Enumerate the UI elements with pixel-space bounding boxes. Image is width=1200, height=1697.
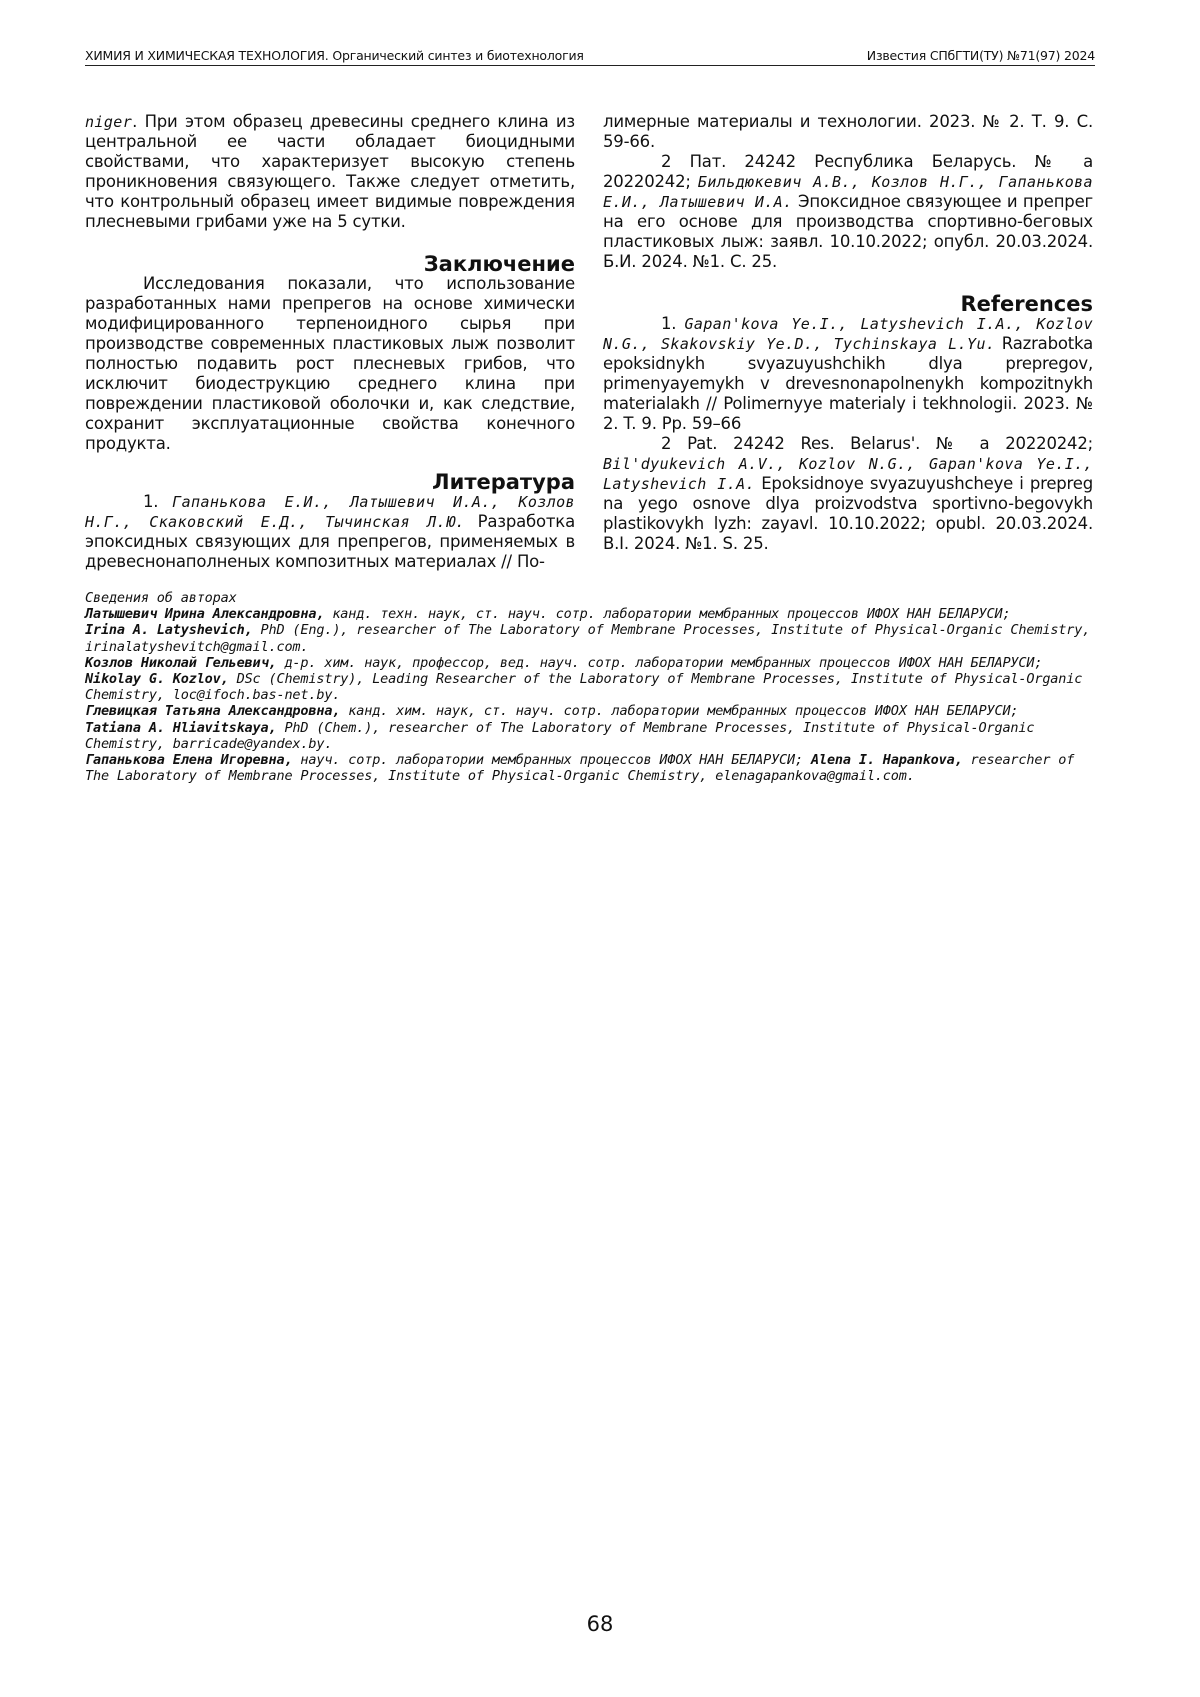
ref-authors: Gapan'kova Ye.I., Latyshevich I.A., Kozlov N.G., Skakovskiy Ye.D., Tychinskaya L.Yu. [603, 315, 1094, 353]
species-italic: niger [85, 113, 133, 131]
literature-heading: Литература [432, 470, 575, 494]
author-details-en: researcher of The Laboratory of Membrane Processes, Institute of Physical-Organic Chemistry, elenagapankova@gmail.com. [85, 752, 1075, 785]
author-1-en [85, 622, 1095, 654]
right-column [603, 112, 1093, 554]
header-journal-issue: Известия СПбГТИ(ТУ) №71(97) 2024 [866, 48, 1095, 63]
ref-text: Epoksidnoye svyazuyushcheye i prepreg na yego osnove dlya proizvodstva sportivno-begovykh plastikovykh lyzh: zayavl. 10.10.2022; opubl. 20.03.2024. B.I. 2024. №1. S. 25. [603, 474, 1093, 553]
ref-prefix: 2 Pat. 24242 Res. Belarus'. № a 20220242; [661, 434, 1093, 453]
author-details: PhD (Chem.), researcher of The Laboratory of Membrane Processes, Institute of Physical-Organic Chemistry, barricade@yandex.by. [85, 719, 1035, 752]
conclusion-heading: Заключение [423, 252, 575, 276]
ref-text: Разработка эпоксидных связующих для препрегов, применяемых в древеснонаполненых композитных материалах // По- [85, 512, 575, 571]
author-1-ru [85, 606, 1095, 622]
english-ref-1 [603, 314, 1093, 434]
ref-number: 1. [661, 314, 685, 333]
author-details: канд. техн. наук, ст. науч. сотр. лаборатории мембранных процессов ИФОХ НАН БЕЛАРУСИ; [324, 606, 1011, 623]
authors-title: Сведения об авторах [85, 590, 237, 606]
author-2-en [85, 671, 1095, 703]
ref-number: 1. [143, 492, 159, 511]
author-3-en [85, 720, 1095, 752]
ref-text: Razrabotka epoksidnykh svyazuyushchikh dlya prepregov, primenyayemykh v drevesnonapolnenykh kompozitnykh materialakh // Polimernyye materialy i tekhnologii. 2023. № 2. T. 9. Pp. 59–66 [603, 334, 1093, 433]
english-ref-2 [603, 434, 1093, 554]
author-name: Irina A. Latyshevich, [85, 622, 253, 639]
authors-info [85, 590, 1095, 784]
author-name: Глевицкая Татьяна Александровна, [85, 703, 341, 720]
author-details: PhD (Eng.), researcher of The Laboratory of Membrane Processes, Institute of Physical-Organic Chemistry, irinalatyshevitch@gmail.com. [85, 622, 1091, 655]
author-3-ru [85, 703, 1095, 719]
author-name: Nikolay G. Kozlov, [85, 671, 229, 688]
author-name: Tatiana A. Hliavitskaya, [85, 719, 277, 736]
author-2-ru [85, 655, 1095, 671]
author-name: Козлов Николай Гельевич, [85, 654, 277, 671]
ref-text: Эпоксидное связующее и препрег на его основе для производства спортивно-беговых пластиковых лыж: заявл. 10.10.2022; опубл. 20.03.2024. Б.И. 2024. №1. С. 25. [603, 192, 1093, 271]
intro-paragraph [85, 112, 575, 232]
running-header [85, 48, 1095, 66]
author-details: д-р. хим. наук, профессор, вед. науч. сотр. лаборатории мембранных процессов ИФОХ НАН БЕЛАРУСИ; [276, 654, 1043, 671]
references-heading: References [960, 292, 1093, 316]
literature-ref-2 [603, 152, 1093, 272]
conclusion-paragraph: Исследования показали, что использование разработанных нами препрегов на основе химически модифицированного терпеноидного сырья при производстве современных пластиковых лыж позволит полностью подавить рост плесневых грибов, что исключит биодеструкцию среднего клина при повреждении пластиковой оболочки и, как следствие, сохранит эксплуатационные свойства конечного продукта. [85, 274, 575, 453]
author-name: Гапанькова Елена Игоревна, [85, 752, 293, 769]
literature-ref-1 [85, 492, 575, 572]
author-name: Латышевич Ирина Александровна, [85, 606, 325, 623]
ref-authors: Гапанькова Е.И., Латышевич И.А., Козлов Н.Г., Скаковский Е.Д., Тычинская Л.Ю. [85, 493, 575, 531]
page-number: 68 [586, 1612, 614, 1636]
author-details: науч. сотр. лаборатории мембранных процессов ИФОХ НАН БЕЛАРУСИ; [292, 752, 811, 769]
header-journal-section: ХИМИЯ И ХИМИЧЕСКАЯ ТЕХНОЛОГИЯ. Органический синтез и биотехнология [85, 48, 584, 63]
ref-authors: Бильдюкевич А.В., Козлов Н.Г., Гапанькова Е.И., Латышевич И.А. [603, 173, 1093, 211]
ref-prefix: 2 Пат. 24242 Республика Беларусь. № а 20220242; [603, 152, 1093, 191]
ref-authors: Bil'dyukevich A.V., Kozlov N.G., Gapan'kova Ye.I., Latyshevich I.A. [603, 455, 1093, 493]
author-details: DSc (Chemistry), Leading Researcher of the Laboratory of Membrane Processes, Institute of Physical-Organic Chemistry, loc@ifoch.bas-net.by. [85, 671, 1083, 704]
author-details: канд. хим. наук, ст. науч. сотр. лаборатории мембранных процессов ИФОХ НАН БЕЛАРУСИ; [340, 703, 1019, 720]
author-name-en: Alena I. Hapankova, [810, 752, 963, 769]
literature-ref-1-continued: лимерные материалы и технологии. 2023. № 2. Т. 9. С. 59-66. [603, 112, 1093, 151]
author-4 [85, 752, 1095, 784]
intro-text: . При этом образец древесины среднего клина из центральной ее части обладает биоцидными свойствами, что характеризует высокую степень проникновения связующего. Также следует отметить, что контрольный образец имеет видимые повреждения плесневыми грибами уже на 5 сутки. [85, 112, 575, 231]
left-column [85, 112, 575, 572]
